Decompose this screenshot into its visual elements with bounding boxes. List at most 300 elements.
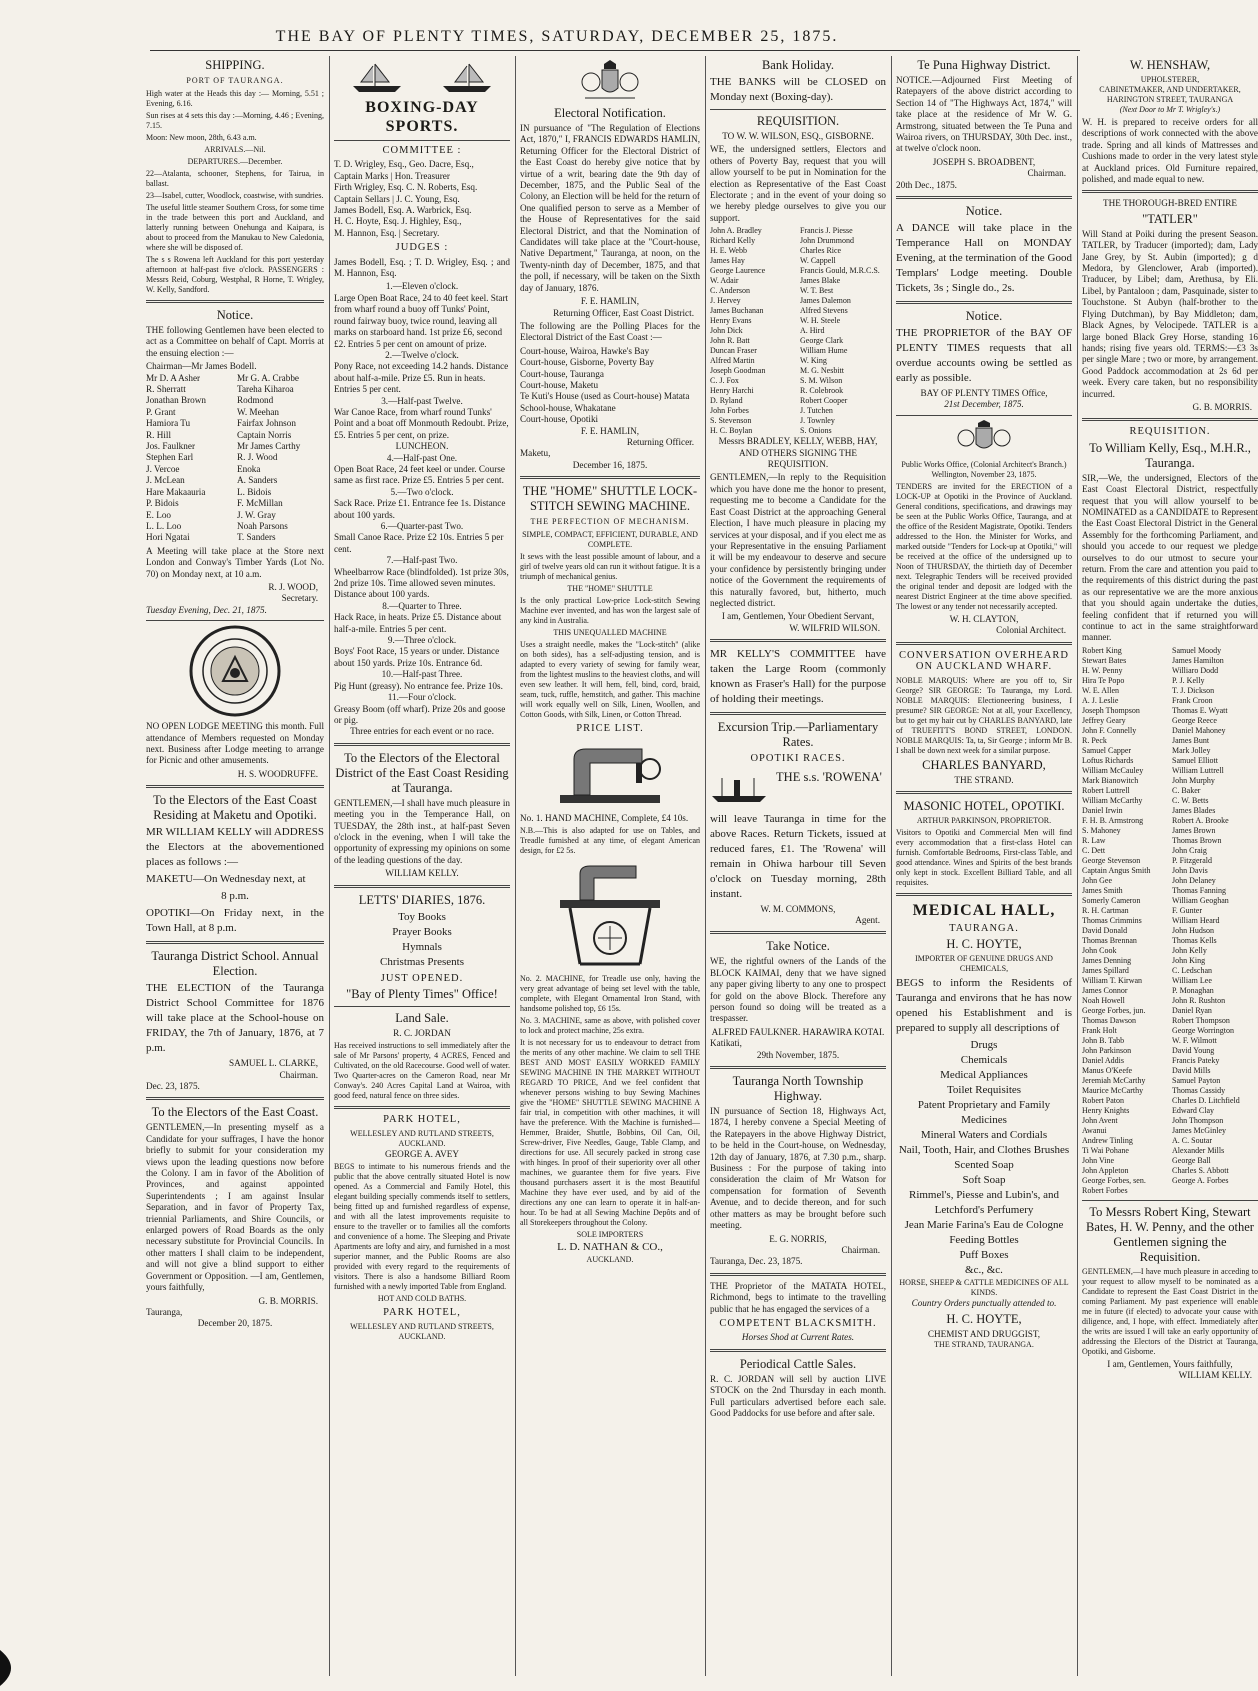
name-cell: James Bunt: [1172, 735, 1210, 745]
list-item: Greasy Boom (off wharf). Prize 20s and goose or pig.: [334, 703, 506, 725]
list-item: M. Hannon, Esq. | Secretary.: [334, 227, 440, 238]
name-cell: Charles Rice: [800, 246, 842, 256]
name-cell: John King: [1172, 955, 1206, 965]
tides-text: High water at the Heads this day :— Morning, 5.51 ; Evening, 6.16.: [146, 89, 324, 108]
list-item: Medical Appliances: [940, 1069, 1028, 1082]
name-cell: James Spillard: [1082, 965, 1129, 975]
list-item: Prayer Books: [392, 925, 452, 938]
list-item: LUNCHEON.: [395, 441, 449, 452]
name-row: [710, 416, 886, 426]
column-5: [896, 56, 1072, 1676]
list-item: 1.—Eleven o'clock.: [385, 281, 459, 292]
signature: JOSEPH S. BROADBENT,: [932, 156, 1036, 167]
name-cell: Mr D. A Asher: [146, 372, 201, 383]
list-item: 4.—Half-past One.: [386, 452, 458, 463]
list-item: Christmas Presents: [379, 955, 465, 968]
cattle-sales-text: R. C. JORDAN will sell by auction LIVE STOCK on the 2nd Thursday in each month. Full particulars advertised before each sale. Good Paddocks for use before and after sale.: [710, 1373, 886, 1418]
name-row: [710, 236, 886, 246]
list-item: Firth Wrigley, Esq. C. N. Roberts, Esq.: [334, 182, 478, 193]
name-cell: Samuel Capper: [1082, 745, 1132, 755]
name-row: [710, 276, 886, 286]
list-item: Scented Soap: [954, 1159, 1014, 1172]
list-item: 6.—Quarter-past Two.: [380, 521, 464, 531]
name-cell: Alfred Martin: [710, 356, 755, 366]
name-cell: William Hume: [800, 346, 848, 356]
signature: H. S. WOODRUFFE.: [237, 768, 318, 779]
boxing-ships: [334, 56, 510, 98]
henshaw-text: W. H. is prepared to receive orders for all descriptions of work connected with the above trade. Spring and all kinds of Mattresses and Cushions made to order in the very latest style at Auckland prices. Old Furniture repaired, polished, and made equal to new.: [1082, 117, 1258, 185]
dance-text: A DANCE will take place in the Temperance Hall on MONDAY Evening, at the termination of the Good Templars' Lodge meeting. Double Tickets, 3s ; Single do., 2s.: [896, 222, 1072, 295]
requisition-title: REQUISITION.: [1129, 426, 1211, 438]
signature: W. H. CLAYTON,: [949, 613, 1019, 624]
name-cell: Samuel Moody: [1172, 645, 1222, 655]
park-hotel-streets: WELLESLEY AND RUTLAND STREETS, AUCKLAND.: [350, 1128, 494, 1148]
list-item: Rimmel's, Piesse and Lubin's, and Letchford's Perfumery: [908, 1189, 1059, 1217]
lodge-seal-icon: [146, 625, 324, 717]
name-cell: R. Colebrook: [800, 386, 844, 396]
name-cell: Henry Knights: [1082, 1105, 1130, 1115]
committee-heading: COMMITTEE :: [382, 145, 462, 156]
sewing-subhead: THE "HOME" SHUTTLE: [567, 584, 653, 594]
name-cell: Noah Parsons: [237, 520, 288, 531]
name-cell: R. Peck: [1082, 735, 1107, 745]
column-rule: [891, 56, 892, 1676]
name-cell: W. Adair: [710, 276, 739, 286]
list-item: Court-house, Gisborne, Poverty Bay: [520, 357, 654, 368]
park-hotel-city: AUCKLAND.: [398, 1331, 446, 1341]
list-item: 3.—Half-past Twelve.: [381, 395, 463, 406]
name-cell: C. Dett: [1082, 845, 1106, 855]
name-cell: William Heard: [1172, 915, 1220, 925]
name-cell: John F. Connelly: [1082, 725, 1137, 735]
committee-lines: [334, 159, 510, 239]
park-hotel-title: PARK HOTEL,: [383, 1114, 461, 1126]
sewing-text: It is not necessary for us to endeavour to detract from the merits of any other machine. We claim to sell THE BEST AND MOST EASILY WORKED FAMILY SEWING MACHINE IN THE MARKET WITHOUT REGARD TO PRICE, And we feel confident that whenever persons wishing to buy Sewing Machines give the "HOME" SHUTTLE SEWING MACHINE A fair trial, in competition with other machines, it will have the preference. With the Machine is furnished—Hemmer, Braider, Shuttle, Bobbins, Oil Can, Oil, Screw-driver, Five Needles, Gauge, Table Clamp, and directions for use. All securely packed in strong case with hinges. In proof of their superiority over all other machines, we guarantee them for five years. Five thousand purchasers assert it is the most Beautiful Machine they have ever used, and by aid of the directions any one can learn to operate it in half-an-hour. To be had at all Sewing Machine Depôts and of all Storekeepers throughout the Colony.: [520, 1038, 700, 1227]
dateline: Dec. 23, 1875.: [146, 1081, 200, 1091]
name-cell: Williaro Dodd: [1172, 665, 1219, 675]
park-hotel-title: PARK HOTEL,: [383, 1307, 461, 1319]
name-row: [1082, 766, 1258, 776]
name-cell: Andrew Tinling: [1082, 1135, 1133, 1145]
name-cell: William Luttrell: [1172, 765, 1224, 775]
name-row: [1082, 1166, 1258, 1176]
list-item: Wheelbarrow Race (blindfolded). 1st prize 30s, 2nd prize 10s. Time allowed seven minutes. Distance about 100 yards.: [334, 566, 509, 600]
list-item: Nail, Tooth, Hair, and Clothes Brushes: [898, 1144, 1070, 1157]
electoral-title: Electoral Notification.: [554, 106, 666, 120]
dateline: Tuesday Evening, Dec. 21, 1875.: [146, 604, 267, 615]
sewing-machine-icon: [520, 739, 700, 809]
park-hotel-baths: HOT AND COLD BATHS.: [377, 1294, 467, 1304]
name-cell: James Smith: [1082, 885, 1123, 895]
name-row: [1082, 706, 1258, 716]
list-item: H. C. Hoyte, Esq. J. Highley, Esq.,: [334, 216, 462, 227]
name-cell: George Reece: [1172, 715, 1217, 725]
name-cell: Robert Cooper: [800, 396, 848, 406]
name-cell: W. Meehan: [237, 406, 280, 417]
park-hotel-text: BEGS to intimate to his numerous friends and the public that the above centrally situated Hotel is now opened. As a Commercial and Family Hotel, this elegant building specially commends itself to settlers, being fitted up and furnished regardless of expense, and with all the latest improvements requisite to ensure to the traveller or to families all the comforts and convenience of a home. The Sleeping and Private Apartments are lofty and airy, and furnished in a most superior manner, and the Public Rooms are also provided with every regard to the requirements of visitors. There is also a handsome Billiard Room furnished with a newly imported Table from England.: [334, 1162, 510, 1292]
name-row: [1082, 986, 1258, 996]
sewing-subhead: THIS UNEQUALLED MACHINE: [553, 628, 667, 638]
school-text: THE ELECTION of the Tauranga District School Committee for 1876 will take place at the School-house on FRIDAY, the 7th of January, 1876, at 7 p.m.: [146, 982, 324, 1055]
name-cell: James Connor: [1082, 985, 1128, 995]
name-row: [1082, 676, 1258, 686]
name-cell: W. H. Steele: [800, 316, 841, 326]
name-row: [710, 376, 886, 386]
signature: F. E. HAMLIN,: [580, 296, 640, 307]
name-row: [710, 246, 886, 256]
list-item: Pig Hunt (greasy). No entrance fee. Prize 10s.: [334, 680, 503, 691]
name-row: [1082, 1146, 1258, 1156]
notice-text: THE following Gentlemen have been elected to act as a Committee on behalf of Capt. Morris at the ensuing election :—: [146, 325, 324, 358]
name-row: [1082, 846, 1258, 856]
list-item: 9.—Three o'clock.: [387, 635, 457, 646]
column-rule: [515, 56, 516, 1676]
signature-role: Colonial Architect.: [996, 625, 1066, 636]
signature-role: Returning Officer.: [626, 436, 694, 447]
list-item: Sack Race. Prize £1. Entrance fee 1s. Distance about 100 yards.: [334, 498, 506, 520]
name-row: [146, 487, 324, 498]
list-item: Hymnals: [402, 940, 442, 953]
holiday-text: THE BANKS will be CLOSED on Monday next (Boxing-day).: [710, 76, 886, 103]
name-cell: Francis Gould, M.R.C.S.: [800, 266, 880, 276]
dateline: Tauranga, Dec. 23, 1875.: [710, 1256, 803, 1267]
name-row: [710, 426, 886, 436]
signature: R. J. WOOD,: [268, 581, 318, 592]
electors-title: To the Electors of the East Coast Residing at Maketu and Opotiki.: [153, 793, 317, 823]
masonic-title: MASONIC HOTEL, OPOTIKI.: [903, 798, 1065, 813]
list-item: 10.—Half-past Three.: [381, 669, 463, 680]
name-row: [1082, 686, 1258, 696]
column-rule: [329, 56, 330, 1676]
name-row: [1082, 1046, 1258, 1056]
sewing-tagline: THE PERFECTION OF MECHANISM.: [530, 517, 690, 527]
signature-role: Chairman.: [279, 1069, 318, 1080]
port-heading: PORT OF TAURANGA.: [186, 76, 284, 85]
notice-title: Notice.: [965, 204, 1003, 219]
name-cell: Robert Forbes: [1082, 1185, 1128, 1195]
name-cell: Francis Pateky: [1172, 1055, 1220, 1065]
name-cell: Daniel Irwin: [1082, 805, 1123, 815]
polling-list: [520, 346, 700, 426]
list-item: Drugs: [970, 1039, 998, 1052]
name-cell: C. Ledschan: [1172, 965, 1212, 975]
list-item: 11.—Four o'clock.: [387, 692, 457, 703]
list-item: 5.—Two o'clock.: [390, 486, 454, 497]
reply-text: GENTLEMEN,—I have much pleasure in acceding to your request to allow myself to be nominated as a Candidate to represent the East Coast District in the coming Parliament. My past experience will enable me in future (if elected) to advocate your cause with diligence, and, I hope, with effect. Immediately after the writs are issued I will take an early opportunity of addressing the Electors of the District at Tauranga, Opotiki, and Gisborne.: [1082, 1266, 1258, 1356]
meeting-text: A Meeting will take place at the Store next London and Conway's Timber Yards (Lot No. 70) on Monday next, at 10 a.m.: [146, 545, 324, 579]
name-cell: W. T. Best: [800, 286, 834, 296]
shipping-title: SHIPPING.: [205, 58, 265, 72]
sewing-text: Uses a straight needle, makes the "Lock-stitch" (alike on both sides), has a self-adjusting tension, and is adapted to every variety of sewing for family wear, from the lightest muslins to the heaviest cloths, and will even sew leather. It will hem, fell, bind, cord, braid, seam, tuck, ruffle, hemstitch, and gather. This machine will work equally well on Silk, Linen, Woollen, and Cotton Goods, with Silk, Linen, or Cotton Thread.: [520, 640, 700, 720]
signature: W. M. COMMONS,: [760, 903, 836, 914]
name-cell: [1172, 1186, 1258, 1196]
name-row: [146, 475, 324, 486]
name-row: [1082, 1116, 1258, 1126]
name-row: [710, 406, 886, 416]
name-row: [146, 373, 324, 384]
name-cell: C. Baker: [1172, 785, 1201, 795]
dateline: 20th Dec., 1875.: [896, 179, 957, 190]
name-cell: Daniel Addis: [1082, 1055, 1124, 1065]
name-cell: C. Anderson: [710, 286, 750, 296]
place: Katikati,: [710, 1038, 742, 1049]
name-row: [710, 346, 886, 356]
dateline: 21st December, 1875.: [944, 399, 1024, 410]
list-item: Court-house, Tauranga: [520, 368, 604, 379]
name-cell: Robert Paton: [1082, 1095, 1124, 1105]
name-row: [1082, 1156, 1258, 1166]
name-cell: [261, 361, 325, 372]
name-cell: Daniel Ryan: [1172, 1005, 1212, 1015]
name-row: [1082, 746, 1258, 756]
name-cell: R. Hill: [146, 429, 172, 440]
signature: BAY OF PLENTY TIMES Office,: [920, 388, 1048, 399]
committee-notice: MR KELLY'S COMMITTEE have taken the Large Room (commonly known as Fraser's Hall) for the purpose of holding their meetings.: [710, 648, 886, 706]
name-cell: J. Vercoe: [146, 463, 180, 474]
treadle-machine-icon: [520, 860, 700, 970]
list-item: Captain Marks | Hon. Treasurer: [334, 170, 450, 181]
name-row: [1082, 816, 1258, 826]
name-cell: James Blake: [800, 276, 841, 286]
east-coast-title: To the Electors of the East Coast.: [151, 1105, 319, 1120]
masonic-proprietor: ARTHUR PARKINSON, PROPRIETOR.: [916, 815, 1052, 825]
name-cell: John Thompson: [1172, 1115, 1224, 1125]
name-row: [1082, 1096, 1258, 1106]
rowena-text: will leave Tauranga in time for the above Races. Return Tickets, issued at reduced fares, £1. The 'Rowena' will remain in Ohiwa harbour till Seven o'clock on Tuesday morning, 28th instant.: [710, 812, 886, 900]
name-cell: Hare Makaauria: [146, 486, 206, 497]
shipping-news: The useful little steamer Southern Cross, for some time in the trade between this port and Auckland, and latterly running between Onehunga and Kaipara, is about to proceed from the Manukau to New Caledonia, where she will be disposed of.: [146, 203, 324, 252]
excursion-title: Excursion Trip.—Parliamentary Rates.: [717, 720, 879, 750]
name-row: [710, 296, 886, 306]
tatler-text: Will Stand at Poiki during the present Season. TATLER, by Traducer (imported); dam, Lady Jane Grey, by St. Aubin (imported); g d Medora, by Glenclower, Arab (imported). Traducer, by Libel; dam, Arethusa, by Eli. Libel, by Pantaloon ; dam, Pasquinade, sister to Touchstone. St Aubyn (half-brother to the Flying Dutchman), by Bay Middleton; dam, Black Agnes, by Velocipede. TATLER is a large boned Black Grey Horse, standing 16 hands; rising five years old. TERMS:—£3 3s per single Mare ; two or more, by arrangement. Good Paddock accommodation at 2s 6d per week. Every care taken, but no responsibility incurred.: [1082, 228, 1258, 399]
signature: F. E. HAMLIN,: [580, 425, 640, 436]
name-cell: Thomas Kells: [1172, 935, 1217, 945]
letts-title: LETTS' DIARIES, 1876.: [358, 892, 486, 907]
kelly-maketu-time: 8 p.m.: [221, 890, 249, 903]
name-cell: T. J. Dickson: [1172, 685, 1215, 695]
list-item: Captain Sellars | J. C. Young, Esq.: [334, 193, 460, 204]
importer-city: AUCKLAND.: [586, 1255, 634, 1264]
name-cell: William T. Kirwan: [1082, 975, 1143, 985]
name-row: [1082, 1036, 1258, 1046]
name-cell: James Buchanan: [710, 306, 764, 316]
sewing-text: Is the only practical Low-price Lock-stitch Sewing Machine ever invented, and has won the largest sale of any kind in Australia.: [520, 596, 700, 626]
races-heading: OPOTIKI RACES.: [750, 753, 846, 765]
page-corner-mark: [0, 1650, 22, 1691]
name-row: [1082, 956, 1258, 966]
name-cell: C. J. Fox: [710, 376, 739, 386]
name-row: [710, 366, 886, 376]
list-item: 2.—Twelve o'clock.: [385, 349, 459, 360]
name-row: [1082, 946, 1258, 956]
name-cell: John Hudson: [1172, 925, 1215, 935]
name-cell: J. Hervey: [710, 296, 741, 306]
name-cell: Jonathan Brown: [146, 395, 206, 406]
list-item: Feeding Bottles: [949, 1234, 1019, 1247]
price-note: N.B.—This is also adapted for use on Tables, and Treadle furnished at any time, of elegant American design, for £2 5s.: [520, 826, 700, 855]
name-row: [1082, 1006, 1258, 1016]
name-cell: William Lee: [1172, 975, 1212, 985]
signature: G. B. MORRIS.: [258, 1295, 318, 1306]
just-opened: JUST OPENED.: [380, 972, 464, 984]
name-cell: John Davis: [1172, 865, 1208, 875]
matata-text: THE Proprietor of the MATATA HOTEL, Richmond, begs to intimate to the travelling public that he has engaged the services of a: [710, 1280, 886, 1314]
departure-item: 22—Atalanta, schooner, Stephens, for Tairua, in ballast.: [146, 169, 324, 188]
name-cell: R. J. Wood: [237, 452, 278, 463]
dateline: 29th November, 1875.: [756, 1049, 840, 1060]
name-cell: George A. Forbes: [1172, 1175, 1229, 1185]
list-item: Soft Soap: [962, 1174, 1006, 1187]
list-item: War Canoe Race, from wharf round Tunks' Point and a boat off Monmouth Redoubt. Prize, £5. Entries 5 per cent, on prize.: [334, 406, 509, 440]
name-cell: R. Sherratt: [146, 384, 186, 395]
list-item: Open Boat Race, 24 feet keel or under. Course same as first race. Prize £5. Entries 5 per cent.: [334, 463, 505, 486]
name-row: [146, 498, 324, 509]
signature-role: Secretary.: [281, 593, 318, 604]
banyard-name: CHARLES BANYARD,: [922, 757, 1046, 772]
name-cell: Duncan Fraser: [710, 346, 757, 356]
name-cell: John B. Tabb: [1082, 1035, 1125, 1045]
name-row: [1082, 906, 1258, 916]
cattle-sales-title: Periodical Cattle Sales.: [739, 1356, 857, 1371]
sewing-title: THE "HOME" SHUTTLE LOCK-STITCH SEWING MACHINE.: [522, 484, 698, 514]
committee-list: [146, 361, 324, 544]
notice-title: Notice.: [216, 308, 254, 322]
name-row: [1082, 1086, 1258, 1096]
kelly-maketu: MAKETU—On Wednesday next, at: [146, 873, 306, 886]
name-cell: E. Loo: [146, 509, 172, 520]
name-cell: A. J. Leslie: [1082, 695, 1119, 705]
judges-heading: JUDGES :: [395, 242, 449, 254]
banyard-address: THE STRAND.: [954, 774, 1014, 785]
judges-text: James Bodell, Esq. ; T. D. Wrigley, Esq. ; and M. Hannon, Esq.: [334, 256, 510, 279]
name-cell: P. Bidois: [146, 498, 179, 509]
name-row: [146, 532, 324, 543]
name-cell: Thomas Fanning: [1172, 885, 1226, 895]
list-item: Mineral Waters and Cordials: [920, 1129, 1048, 1142]
goods-list: [896, 1038, 1072, 1278]
name-row: [710, 286, 886, 296]
name-row: [1082, 996, 1258, 1006]
name-cell: Hori Ngatai: [146, 532, 190, 543]
school-title: Tauranga District School. Annual Election.: [151, 949, 319, 979]
lodge-text: NO OPEN LODGE MEETING this month. Full attendance of Members requested on Monday next. Business after Lodge meeting to arrange for Picnic and other amusements.: [146, 721, 324, 766]
list-item: Puff Boxes: [959, 1249, 1009, 1262]
name-cell: F. H. B. Armstrong: [1082, 815, 1144, 825]
list-item: Court-house, Wairoa, Hawke's Bay: [520, 345, 650, 356]
name-cell: Stephen Earl: [146, 452, 194, 463]
name-cell: William McCauley: [1082, 765, 1144, 775]
name-row: [1082, 876, 1258, 886]
column-2: [334, 56, 510, 1676]
list-item: Boys' Foot Race, 15 years or under. Distance about 150 yards. Prize 10s. Entrance 6d.: [334, 646, 500, 668]
price-item: No. 1. HAND MACHINE, Complete, £4 10s.: [520, 812, 689, 823]
name-cell: Francis J. Piesse: [800, 226, 853, 236]
east-coast-text: GENTLEMEN,—In presenting myself as a Candidate for your suffrages, I have the honor briefly to submit for your consideration my views upon the leading questions now before the Colony. I am in favor of the Abolition of Provinces, and against appointed Superintendents ; I am against Insular Separation, and in favor of Property Tax, triennial Parliaments, and Shire Councils, or enlarged powers of Road Boards as the only necessary substitute for Provincial Councils. In other matters I shall claim to be independent, and will not give a blind support to either Government or Opposition. —I am, Gentlemen, yours faithfully,: [146, 1122, 324, 1293]
name-cell: Captain Norris: [237, 429, 292, 440]
name-cell: T. Sanders: [237, 532, 276, 543]
hoyte-subtitle: IMPORTER OF GENUINE DRUGS AND CHEMICALS,: [915, 954, 1053, 974]
name-cell: James Hamilton: [1172, 655, 1224, 665]
name-cell: Stewart Bates: [1082, 655, 1127, 665]
name-cell: Joseph Goodman: [710, 366, 766, 376]
hoyte-name: H. C. HOYTE,: [946, 1311, 1022, 1326]
electoral-district-title: To the Electors of the Electoral District of the East Coast Residing at Tauranga.: [335, 750, 509, 795]
henshaw-trade: CABINETMAKER, AND UNDERTAKER,: [1099, 85, 1241, 94]
name-row: [1082, 806, 1258, 816]
requisition-title: REQUISITION.: [756, 114, 840, 128]
name-row: [1082, 1106, 1258, 1116]
requisition-to: TO W. W. WILSON, ESQ., GISBORNE.: [722, 131, 874, 141]
name-cell: P. Grant: [146, 406, 176, 417]
land-sale-text: Has received instructions to sell immediately after the sale of Mr Parsons' property, 4 ACRES, Fenced and Cultivated, on the old Racecourse. Good well of water. Two Quarter-acres on the Cameron Road, near Mr Conway's. 240 Acres Capital Land at Wairoa, with good feed, natural fence on three sides.: [334, 1041, 510, 1101]
rowena-heading: THE s.s. 'ROWENA': [776, 769, 882, 784]
place: Maketu,: [520, 448, 551, 459]
name-cell: Mr G. A. Crabbe: [237, 372, 300, 383]
name-cell: David Donald: [1082, 925, 1128, 935]
name-cell: Frank Holt: [1082, 1025, 1117, 1035]
name-cell: Manus O'Keefe: [1082, 1065, 1133, 1075]
name-cell: Awanui: [1082, 1125, 1107, 1135]
name-row: [1082, 736, 1258, 746]
name-cell: Thomas Brown: [1172, 835, 1222, 845]
list-item: Three entries for each event or no race.: [350, 726, 494, 737]
name-cell: William McCarthy: [1082, 795, 1143, 805]
name-cell: John Gee: [1082, 875, 1112, 885]
rowena-block: [710, 768, 886, 810]
name-cell: Robert Luttrell: [1082, 785, 1130, 795]
departures-heading: DEPARTURES.—December.: [187, 157, 283, 166]
hoyte-address: THE STRAND, TAURANGA.: [934, 1340, 1034, 1350]
signature: ALFRED FAULKNER. HARAWIRA KOTAI.: [711, 1026, 885, 1037]
name-cell: Thomas Dawson: [1082, 1015, 1136, 1025]
take-notice-text: WE, the rightful owners of the Lands of the BLOCK KAIMAI, deny that we have signed any paper giving liberty to any one to prospect for gold on the above Block. Therefore any person found so doing will be treated as a trespasser.: [710, 956, 886, 1024]
name-cell: Fairfax Johnson: [237, 418, 296, 429]
name-row: [1082, 1076, 1258, 1086]
park-hotel-streets: WELLESLEY AND RUTLAND STREETS,: [350, 1321, 494, 1331]
dateline: December 16, 1875.: [572, 459, 648, 470]
name-cell: Charles D. Litchfield: [1172, 1095, 1240, 1105]
top-rule: [150, 50, 1080, 51]
name-row: [1082, 776, 1258, 786]
name-cell: H. W. Penny: [1082, 665, 1123, 675]
importer-name: L. D. NATHAN & CO.,: [557, 1241, 663, 1253]
name-cell: George Laurence: [710, 266, 766, 276]
horses-note: Horses Shod at Current Rates.: [741, 1332, 855, 1343]
name-row: [146, 361, 324, 372]
name-cell: Mark Jolley: [1172, 745, 1211, 755]
name-row: [1082, 896, 1258, 906]
name-row: [710, 326, 886, 336]
name-cell: John R. Batt: [710, 336, 750, 346]
signature: E. G. NORRIS,: [769, 1233, 827, 1244]
name-cell: S. M. Wilson: [800, 376, 843, 386]
name-row: [710, 226, 886, 236]
name-cell: J. Tutchen: [800, 406, 833, 416]
name-cell: Robert A. Brooke: [1172, 815, 1229, 825]
name-cell: Rodmond: [237, 395, 274, 406]
name-row: [710, 256, 886, 266]
kelly-opotiki: OPOTIKI—On Friday next, in the Town Hall, at 8 p.m.: [146, 907, 324, 935]
pwo-header: Public Works Office, (Colonial Architect's Branch.) Wellington, November 23, 1875.: [901, 459, 1067, 479]
name-row: [146, 407, 324, 418]
name-row: [1082, 886, 1258, 896]
column-rule: [1077, 56, 1078, 1676]
name-cell: John Cook: [1082, 945, 1117, 955]
signers-list: [1082, 646, 1258, 1196]
name-cell: Mr James Carthy: [237, 441, 301, 452]
signature-role: Chairman.: [1027, 168, 1066, 179]
name-row: [1082, 976, 1258, 986]
